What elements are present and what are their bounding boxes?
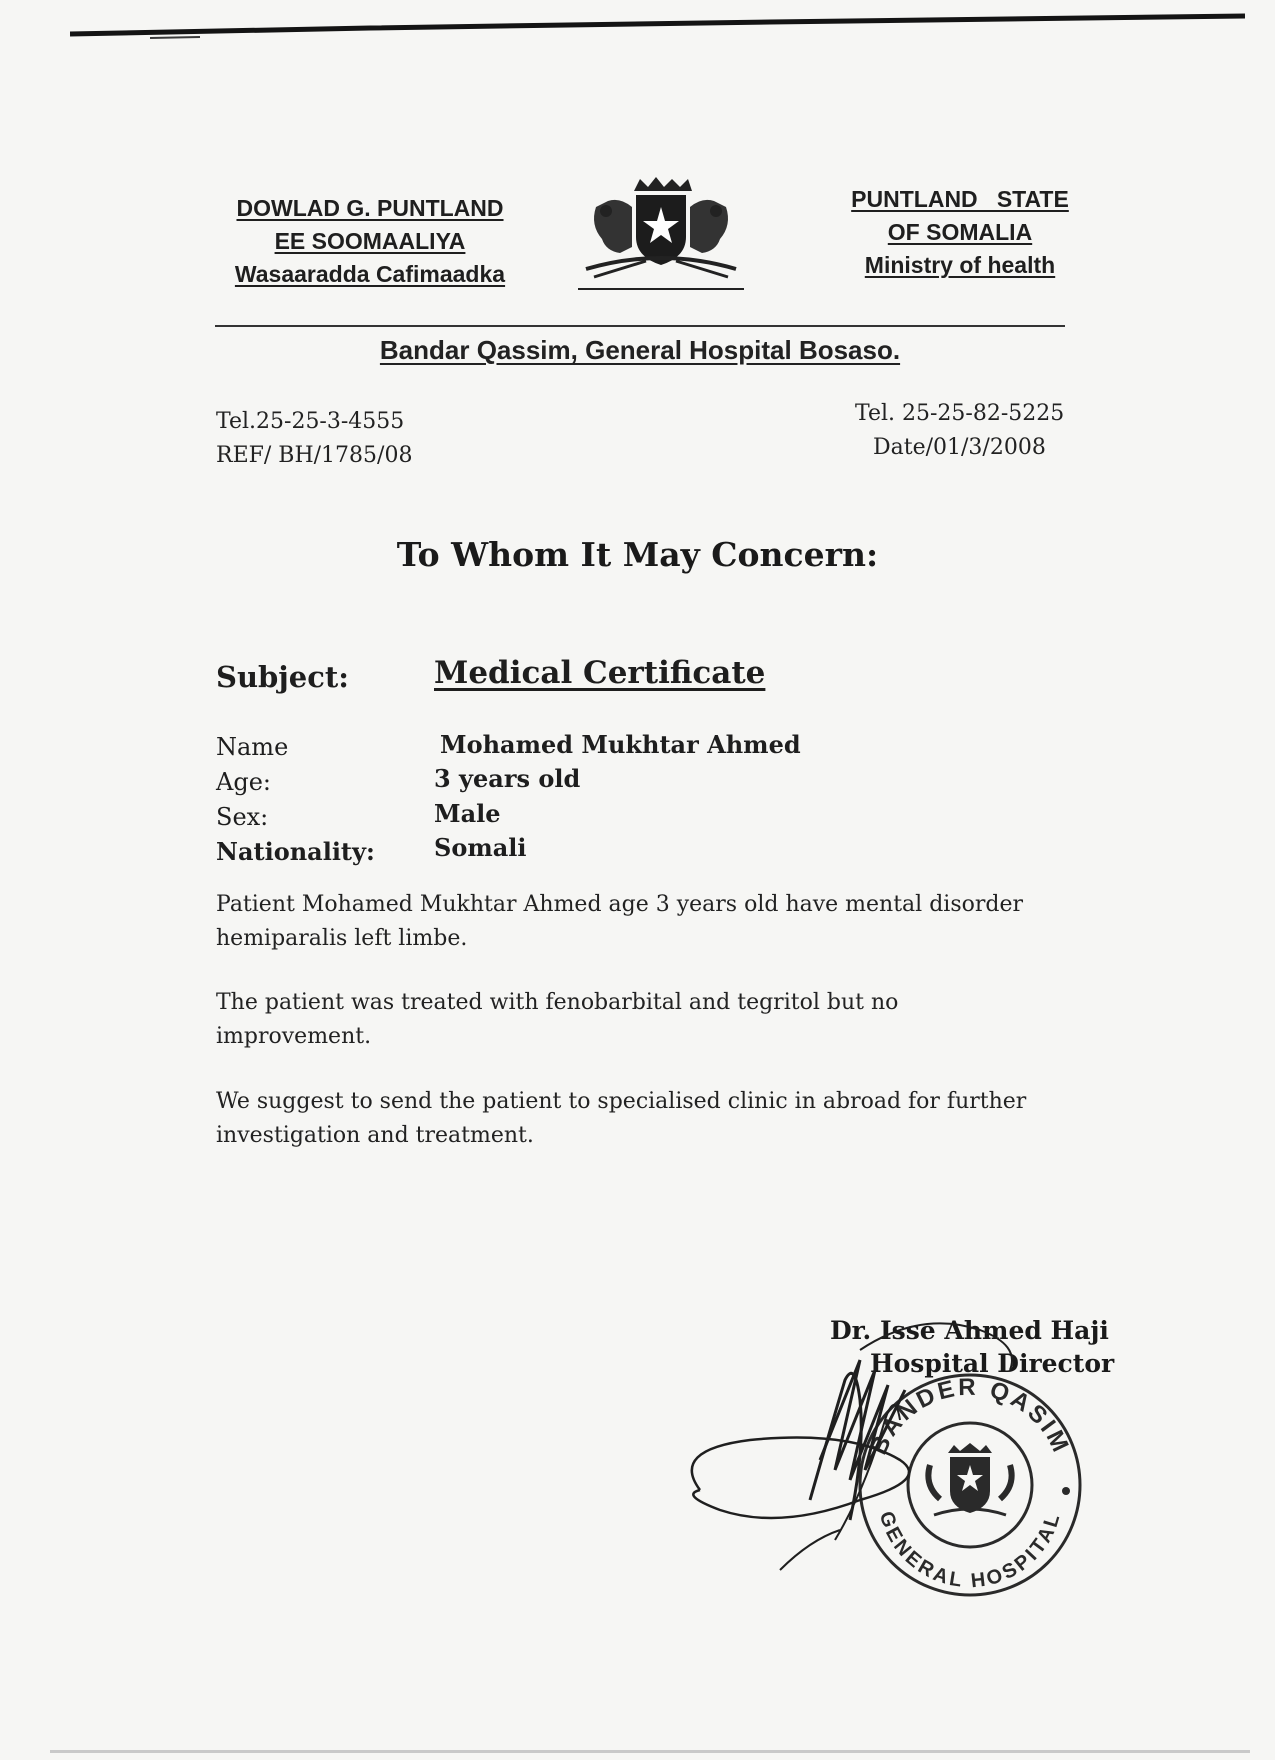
paragraph-line: Patient Mohamed Mukhtar Ahmed age 3 years old have mental disorder	[216, 892, 1023, 917]
header-left-line-1: DOWLAD G. PUNTLAND	[236, 195, 504, 221]
header-right-line-2: OF SOMALIA	[887, 219, 1033, 245]
name-label: Name	[216, 733, 289, 761]
paragraph-recommendation	[216, 1085, 1096, 1153]
stamp-top-text: BANDER QASIM	[865, 1373, 1075, 1459]
hospital-name-text: Bandar Qassim, General Hospital Bosaso.	[379, 335, 901, 365]
paragraph-line: The patient was treated with fenobarbital and tegritol but no	[216, 990, 899, 1015]
telephone-right: Tel. 25-25-82-5225	[855, 401, 1065, 426]
stamp-bottom-text: GENERAL HOSPITAL	[874, 1508, 1066, 1593]
paragraph-line: hemiparalis left limbe.	[216, 926, 468, 951]
meta-left	[216, 405, 412, 473]
paragraph-line: improvement.	[216, 1024, 372, 1049]
paragraph-treatment	[216, 986, 1096, 1054]
top-scan-border	[70, 10, 1245, 40]
header-right-line-1: PUNTLAND STATE	[851, 186, 1069, 212]
paragraph-line: We suggest to send the patient to specialised clinic in abroad for further	[216, 1089, 1027, 1114]
header-left-line-3: Wasaaradda Cafimaadka	[234, 261, 506, 287]
signatory-title: Hospital Director	[870, 1349, 1115, 1378]
telephone-left: Tel.25-25-3-4555	[216, 409, 405, 434]
header-divider	[215, 325, 1065, 327]
header-left-line-2: EE SOOMAALIYA	[274, 228, 466, 254]
paragraph-diagnosis	[216, 888, 1096, 956]
subject-value: Medical Certificate	[434, 655, 766, 691]
signatory-name: Dr. Isse Ahmed Haji	[830, 1316, 1109, 1345]
meta-right	[855, 397, 1064, 465]
header-somali	[200, 192, 540, 291]
name-value: Mohamed Mukhtar Ahmed	[440, 730, 801, 759]
sex-value: Male	[434, 799, 501, 828]
coat-of-arms-icon	[576, 177, 746, 293]
reference-number: REF/ BH/1785/08	[216, 443, 413, 468]
age-label: Age:	[216, 768, 271, 796]
header-english	[810, 183, 1110, 282]
sex-label: Sex:	[216, 803, 269, 831]
hospital-name	[215, 335, 1065, 366]
age-value: 3 years old	[434, 764, 581, 793]
nationality-label: Nationality:	[216, 837, 375, 866]
nationality-value: Somali	[434, 833, 527, 862]
subject-label: Subject:	[216, 660, 350, 694]
paragraph-line: investigation and treatment.	[216, 1123, 534, 1148]
handwritten-signature	[660, 1290, 1100, 1590]
document-date: Date/01/3/2008	[873, 435, 1046, 460]
bottom-scan-border	[50, 1750, 1250, 1753]
document-heading: To Whom It May Concern:	[396, 535, 879, 574]
header-right-line-3: Ministry of health	[864, 252, 1056, 278]
